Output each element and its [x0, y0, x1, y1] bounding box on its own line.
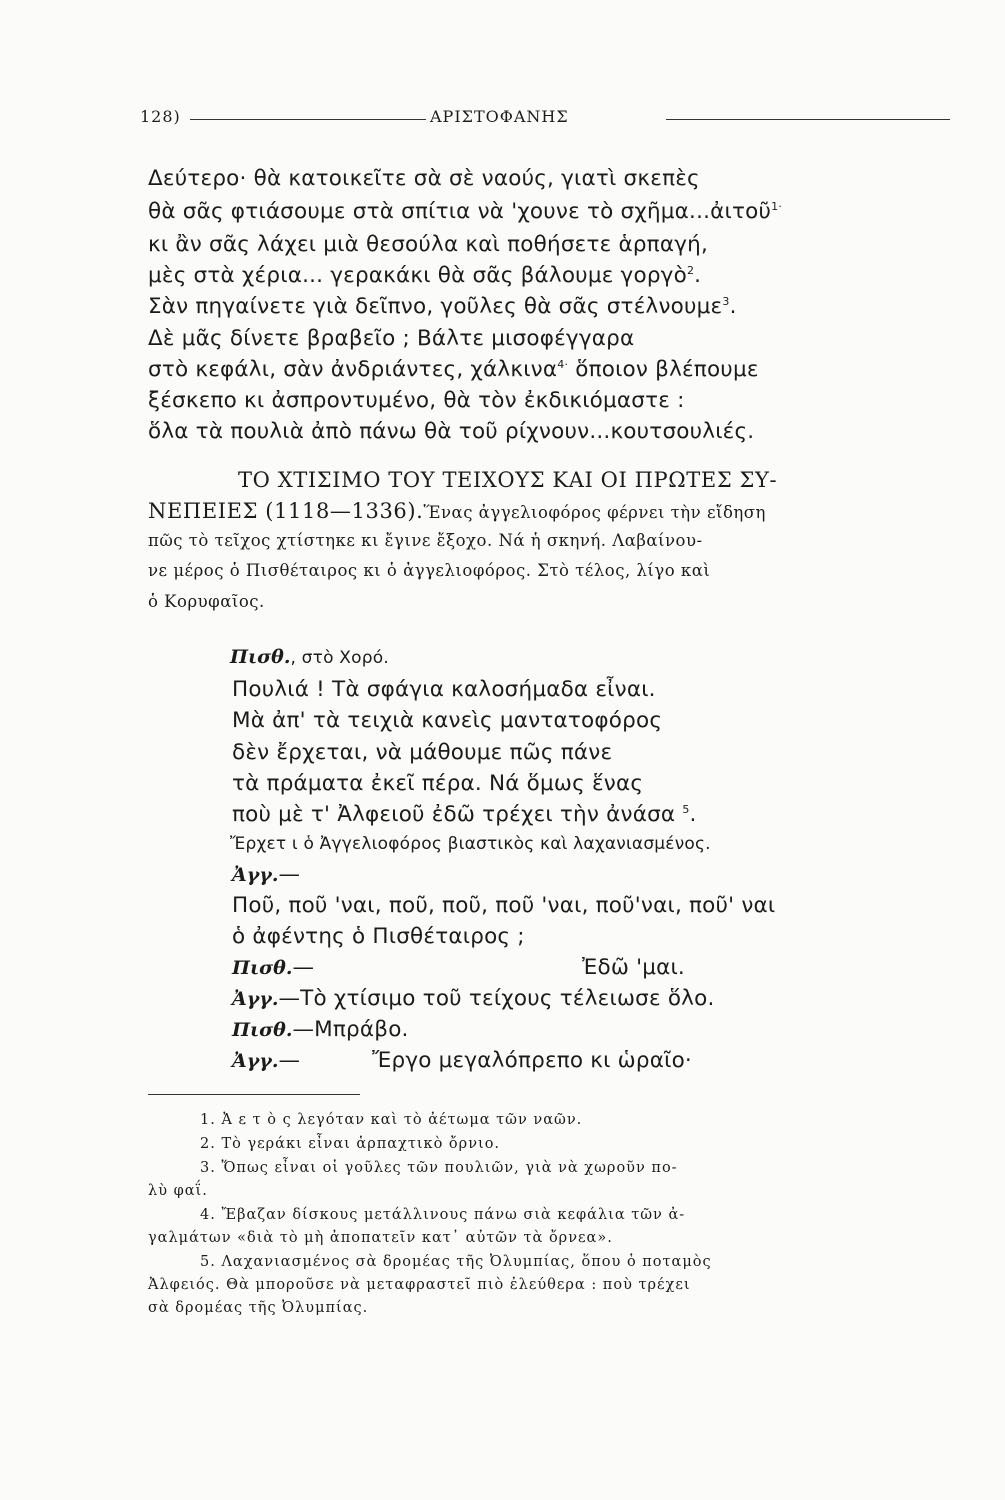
footnote: σὰ δρομέας τῆς Ὀλυμπίας.	[148, 1300, 369, 1316]
speaker-label: Πισθ.	[232, 957, 293, 979]
stage-direction: Ἔρχετ ι ὁ Ἀγγελιοφόρος βιαστικὸς καὶ λαχανιασμένος.	[230, 834, 711, 854]
verse-line: στὸ κεφάλι, σὰν ἀνδριάντες, χάλκινα$^{4\cdot}$ ὅποιον βλέπουμε	[148, 357, 759, 382]
section-summary: πῶς τὸ τεῖχος χτίστηκε κι ἔγινε ἔξοχο. Νά ἡ σκηνή. Λαβαίνου-	[148, 531, 703, 550]
section-heading-continued: ΝΕΠΕΙΕΣ (1118—1336).Ἕνας ἀγγελιοφόρος φέρνει τὴν εἴδηση	[148, 499, 766, 523]
speaker-line: Ἀγγ.—	[232, 1048, 301, 1073]
speaker-line: Πισθ.—	[232, 955, 315, 980]
footnote-ref: 4·	[557, 357, 569, 371]
footnote: 4. Ἔβαζαν δίσκους μετάλλινους πάνω σιὰ κεφάλια τῶν ἀ-	[200, 1207, 686, 1223]
speaker-line: Πισθ.—Μπράβο.	[232, 1017, 409, 1042]
speaker-label: Ἀγγ.	[232, 864, 279, 886]
verse-line: θὰ σᾶς φτιάσουμε στὰ σπίτια νὰ 'χουνε τὸ σχῆμα...ἀιτοῦ$^{1\cdot}$	[148, 199, 783, 224]
speaker-label: Ἀγγ.	[232, 988, 279, 1010]
page-number: 128)	[140, 107, 181, 126]
dialogue-line: ποὺ μὲ τ' Ἀλφειοῦ ἐδῶ τρέχει τὴν ἀνάσα $^5$.	[232, 802, 697, 827]
footnote: 3. Ὅπως εἶναι οἱ γοῦλες τῶν πουλιῶν, γιὰ νὰ χωροῦν πο-	[200, 1160, 678, 1176]
running-title: ΑΡΙΣΤΟΦΑΝΗΣ	[430, 107, 569, 126]
footnote: 5. Λαχανιασμένος σὰ δρομέας τῆς Ὀλυμπίας, ὅπου ὁ ποταμὸς	[200, 1254, 712, 1270]
dialogue-line: Μὰ ἀπ' τὰ τειχιὰ κανεὶς μαντατοφόρος	[232, 708, 663, 733]
footnote-separator	[148, 1094, 360, 1095]
verse-line: ξέσκεπο κι ἀσπροντυμένο, θὰ τὸν ἐκδικιόμαστε :	[148, 388, 685, 413]
footnote-ref: 2	[686, 263, 695, 277]
speaker-line: Ἀγγ.—Τὸ χτίσιμο τοῦ τείχους τέλειωσε ὅλο.	[232, 986, 715, 1011]
verse-line: Σὰν πηγαίνετε γιὰ δεῖπνο, γοῦλες θὰ σᾶς στέλνουμε$^3$.	[148, 294, 737, 319]
section-heading: ΤΟ ΧΤΙΣΙΜΟ ΤΟΥ ΤΕΙΧΟΥΣ ΚΑΙ ΟΙ ΠΡΩΤΕΣ ΣΥ-	[238, 468, 778, 492]
footnote: λὺ φαΐ.	[148, 1183, 208, 1199]
footnote-ref: 1·	[771, 199, 783, 213]
dialogue-line: ὁ ἀφέντης ὁ Πισθέταιρος ;	[232, 924, 525, 949]
header-rule-left	[190, 119, 426, 120]
dialogue-line: Πουλιά ! Τὰ σφάγια καλοσήμαδα εἶναι.	[232, 677, 656, 702]
dialogue-line: τὰ πράματα ἐκεῖ πέρα. Νά ὅμως ἕνας	[232, 771, 644, 796]
footnote: 1. Ἀ ε τ ὸ ς λεγόταν καὶ τὸ ἀέτωμα τῶν ναῶν.	[200, 1112, 583, 1128]
footnote: γαλμάτων «διὰ τὸ μὴ ἀποπατεῖν κατ᾽ αὐτῶν τὰ ὄρνεα».	[148, 1230, 613, 1246]
verse-line: ὅλα τὰ πουλιὰ ἀπὸ πάνω θὰ τοῦ ρίχνουν...κουτσουλιές.	[148, 419, 755, 444]
dialogue-line: Ποῦ, ποῦ 'ναι, ποῦ, ποῦ, ποῦ 'ναι, ποῦ'ναι, ποῦ' ναι	[232, 893, 776, 918]
dialogue-line: Ἔργο μεγαλόπρεπο κι ὡραῖο·	[372, 1048, 692, 1073]
verse-line: κι ἂν σᾶς λάχει μιὰ θεσούλα καὶ ποθήσετε ἁρπαγή,	[148, 232, 708, 257]
verse-line: Δὲ μᾶς δίνετε βραβεῖο ; Βάλτε μισοφέγγαρα	[148, 326, 635, 351]
speaker-label: Πισθ.	[230, 646, 291, 668]
footnote: 2. Τὸ γεράκι εἶναι ἁρπαχτικὸ ὄρνιο.	[200, 1136, 501, 1152]
verse-line: Δεύτερο· θὰ κατοικεῖτε σὰ σὲ ναούς, γιατὶ σκεπὲς	[148, 166, 700, 191]
footnote-ref: 5	[682, 802, 690, 816]
header-rule-right	[666, 119, 950, 120]
speaker-line: Ἀγγ.—	[232, 862, 301, 887]
speaker-label: Πισθ.	[232, 1019, 293, 1041]
footnote-ref: 3	[722, 294, 730, 308]
dialogue-line: δὲν ἔρχεται, νὰ μάθουμε πῶς πάνε	[232, 740, 613, 765]
speaker-label: Ἀγγ.	[232, 1050, 279, 1072]
section-summary: νε μέρος ὁ Πισθέταιρος κι ὁ ἀγγελιοφόρος. Στὸ τέλος, λίγο καὶ	[148, 561, 711, 580]
dialogue-line: Ἐδῶ 'μαι.	[582, 955, 685, 980]
section-summary: ὁ Κορυφαῖος.	[148, 592, 265, 611]
footnote: Ἀλφειός. Θὰ μποροῦσε νὰ μεταφραστεῖ πιὸ ἐλεύθερα : ποὺ τρέχει	[148, 1277, 691, 1293]
verse-line: μὲς στὰ χέρια... γερακάκι θὰ σᾶς βάλουμε γοργὸ$^2$.	[148, 263, 702, 288]
speaker-line: Πισθ., στὸ Χορό.	[230, 646, 389, 668]
